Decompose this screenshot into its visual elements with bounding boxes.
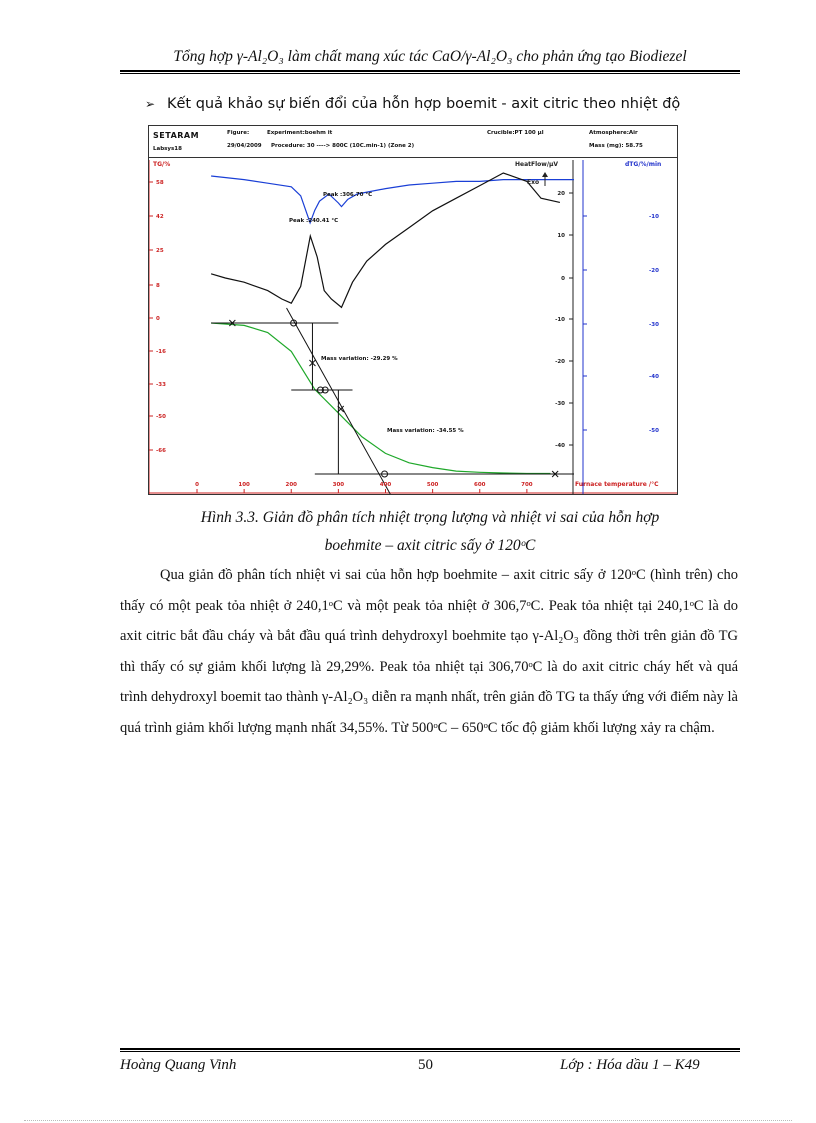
figure-caption: [120, 504, 740, 560]
heatflow-tick-label: 20: [557, 191, 565, 197]
heatflow-tick-label: -30: [555, 401, 565, 407]
date-label: 29/04/2009: [227, 143, 262, 149]
left-tick-label: -50: [156, 414, 166, 420]
heatflow-tick-label: -10: [555, 317, 565, 323]
dtg-tick-label: -30: [649, 322, 659, 328]
left-tick-label: -66: [156, 448, 166, 454]
figure-value: Experiment:boehm it: [267, 130, 333, 136]
left-tick-label: -33: [156, 382, 166, 388]
caption-line-2: boehmite – axit citric sấy ở 120ᵒC: [324, 537, 536, 554]
footer-class: Lớp : Hóa dầu 1 – K49: [560, 1057, 700, 1073]
footer-author: Hoàng Quang Vinh: [120, 1057, 237, 1073]
header-rule: [120, 70, 740, 72]
left-tick-label: 0: [156, 316, 160, 322]
bullet-arrow-icon: ➢: [145, 97, 156, 111]
dtg-tick-label: -40: [649, 374, 659, 380]
left-tick-label: 42: [156, 214, 164, 220]
left-tick-label: 58: [156, 180, 164, 186]
dtg-tick-label: -10: [649, 214, 659, 220]
heatflow-tick-label: 10: [557, 233, 565, 239]
bullet-item: [145, 96, 680, 112]
mass-variation-annotation-1: Mass variation: -29.29 %: [321, 356, 398, 362]
heatflow-tick-label: -40: [555, 443, 565, 449]
series-line-tg: [211, 323, 550, 474]
crucible-label: Crucible:PT 100 µl: [487, 130, 544, 136]
procedure-label: Procedure: 30 ----> 800C (10C.min-1) (Zone 2): [271, 143, 415, 149]
dtg-tick-label: -50: [649, 428, 659, 434]
heatflow-axis-title: HeatFlow/µV: [515, 161, 559, 168]
thermal-analysis-plot: [149, 158, 677, 494]
dtg-axis-title: dTG/%/min: [625, 161, 662, 168]
peak-annotation-240: Peak :240.41 °C: [289, 218, 339, 224]
x-tick-label: 400: [379, 482, 392, 488]
left-tick-label: 8: [156, 283, 160, 289]
footer-rule: [120, 1048, 740, 1050]
heatflow-tick-label: 0: [561, 276, 565, 282]
x-tick-label: 600: [474, 482, 486, 488]
series-line-heatflow: [211, 173, 560, 307]
thermal-analysis-figure: [148, 125, 678, 495]
mass-label: Mass (mg): 58.75: [589, 143, 643, 149]
paragraph-text: Qua giản đồ phân tích nhiệt vi sai của hỗn hợp boehmite – axit citric sấy ở 120ᵒC (hình trên) cho thấy có một peak tỏa nhiệt ở 240,1ᵒC và một peak tỏa nhiệt ở 306,7ᵒC. Peak tỏa nhiệt tại 240,1ᵒC là do axit citric bắt đầu cháy và bắt đầu quá trình dehydroxyl boehmite tạo γ-Al₂O₃ đồng thời trên giản đồ TG thì thấy có sự giảm khối lượng là 29,29%. Peak tỏa nhiệt tại 306,70ᵒC là do axit citric cháy hết và quá trình dehydroxyl boemit tao thành γ-Al₂O₃ diễn ra mạnh nhất, trên giản đồ TG ta thấy ứng với điểm này là quá trình giảm khối lượng mạnh nhất 34,55%. Từ 500ᵒC – 650ᵒC tốc độ giảm khối lượng xảy ra chậm.: [120, 567, 738, 736]
footer-page-number: 50: [418, 1057, 433, 1073]
left-tick-label: -16: [156, 349, 166, 355]
peak-annotation-306: Peak :306.70 °C: [323, 192, 373, 198]
exo-arrowhead-icon: [542, 172, 548, 177]
bullet-text: Kết quả khảo sự biến đổi của hỗn hợp boemit - axit citric theo nhiệt độ: [167, 96, 681, 112]
figure-info-header: [149, 126, 677, 158]
footer-rule-thin: [120, 1051, 740, 1052]
figure-label: Figure:: [227, 130, 250, 136]
page-header-title: Tổng hợp γ-Al₂O₃ làm chất mang xúc tác CaO/γ-Al₂O₃ cho phản ứng tạo Biodiezel: [173, 48, 687, 65]
caption-line-1: Hình 3.3. Giản đồ phân tích nhiệt trọng lượng và nhiệt vi sai của hỗn hợp: [200, 509, 660, 526]
labsys-label: Labsys18: [153, 146, 182, 152]
tg-axis-title: TG/%: [153, 161, 171, 168]
x-tick-label: 500: [426, 482, 439, 488]
atmosphere-label: Atmosphere:Air: [589, 130, 638, 136]
mass-variation-annotation-2: Mass variation: -34.55 %: [387, 428, 464, 434]
x-tick-label: 0: [195, 482, 199, 488]
brand-label: SETARAM: [153, 131, 200, 140]
heatflow-tick-label: -20: [555, 359, 565, 365]
series-line-dtg: [211, 176, 574, 223]
x-tick-label: 700: [521, 482, 533, 488]
x-tick-label: 300: [332, 482, 345, 488]
exo-label: Exo: [527, 179, 540, 186]
x-axis-title: Furnace temperature /°C: [575, 481, 659, 488]
dtg-tick-label: -20: [649, 268, 659, 274]
left-tick-label: 25: [156, 248, 164, 254]
x-tick-label: 100: [238, 482, 250, 488]
header-rule-thin: [120, 73, 740, 74]
body-paragraph: [120, 560, 738, 743]
page-bottom-dotted-line: [24, 1120, 792, 1121]
x-tick-label: 200: [285, 482, 297, 488]
